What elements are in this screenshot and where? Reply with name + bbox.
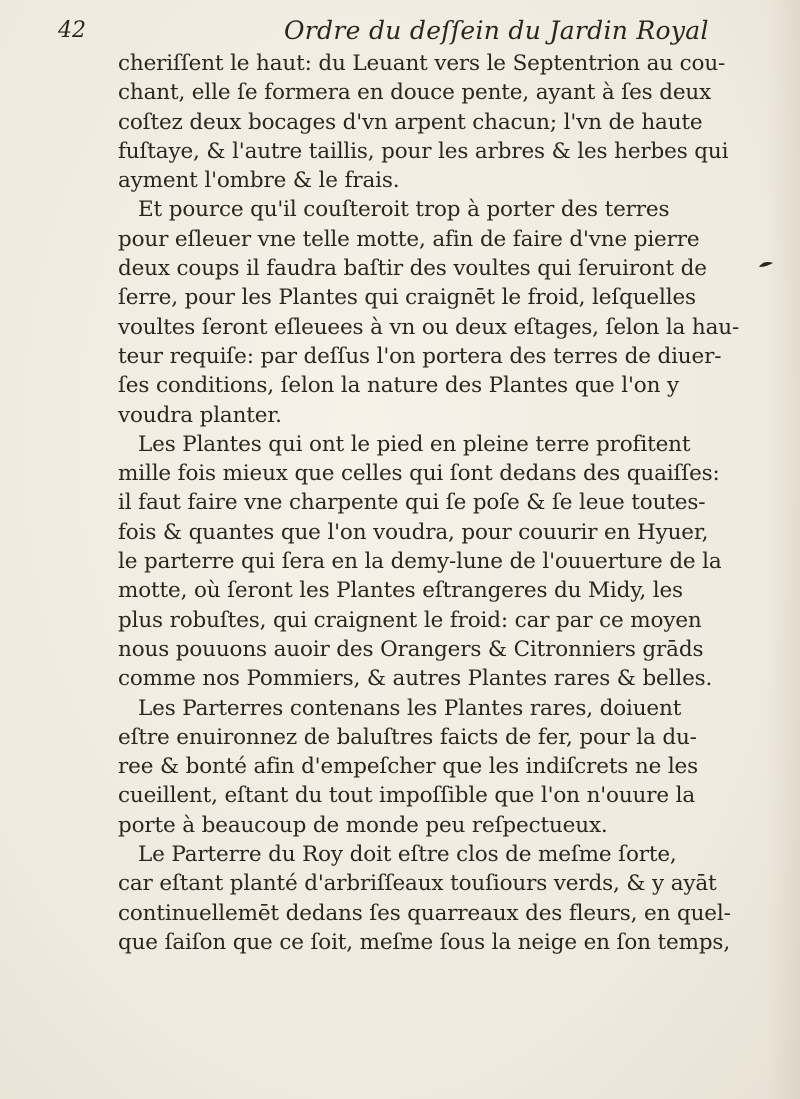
text-line: fuſtaye, & l'autre taillis, pour les arbres & les herbes qui [118,138,729,164]
text-line: car eſtant planté d'arbriſſeaux touſiours verds, & y ayāt [118,871,717,897]
text-line: chant, elle ſe formera en douce pente, ayant à ſes deux [118,80,712,106]
text-line: voudra planter. [118,402,282,428]
text-line: motte, où ſeront les Plantes eſtrangeres du Midy, les [118,578,683,604]
text-line: ree & bonté afin d'empeſcher que les indiſcrets ne les [118,754,699,780]
text-line: ſes conditions, ſelon la nature des Plantes que l'on y [118,373,679,399]
text-line: le parterre qui ſera en la demy-lune de l'ouuerture de la [118,549,722,575]
page-edge-shadow [766,0,800,1099]
body-text [118,49,758,957]
text-line: nous pouuons auoir des Orangers & Citronniers grāds [118,636,704,662]
text-line: cueillent, eſtant du tout impoſſible que l'on n'ouure la [118,783,695,809]
text-line: mille fois mieux que celles qui ſont dedans des quaiſſes: [118,461,720,487]
text-line: teur requiſe: par deſſus l'on portera des terres de diuer- [118,343,722,369]
text-line: fois & quantes que l'on voudra, pour couurir en Hyuer, [118,519,709,545]
text-line: cheriſſent le haut: du Leuant vers le Septentrion au cou- [118,51,726,76]
page-number: 42 [58,18,86,43]
paragraph-start-line: Les Parterres contenans les Plantes rares, doiuent [138,695,682,721]
running-title: Ordre du deſſein du Jardin Royal [284,16,709,45]
text-line: porte à beaucoup de monde peu reſpectueux. [118,812,608,838]
text-line: plus robuſtes, qui craignent le froid: car par ce moyen [118,607,702,633]
text-line: voultes ſeront eſleuees à vn ou deux eſtages, ſelon la hau- [118,314,740,340]
text-line: ſerre, pour les Plantes qui craignēt le froid, leſquelles [118,285,696,311]
text-line: ayment l'ombre & le frais. [118,168,400,194]
text-line: pour eſleuer vne telle motte, afin de faire d'vne pierre [118,226,700,252]
text-line: continuellemēt dedans ſes quarreaux des fleurs, en quel- [118,900,731,926]
text-line: deux coups il faudra baſtir des voultes qui ſeruiront de [118,256,707,282]
text-line: eſtre enuironnez de baluſtres faicts de fer, pour la du- [118,724,697,750]
text-line: il faut faire vne charpente qui ſe poſe & ſe leue toutes- [118,490,706,516]
paragraph-start-line: Les Plantes qui ont le pied en pleine terre profitent [138,431,691,457]
paragraph-start-line: Le Parterre du Roy doit eſtre clos de meſme ſorte, [138,842,677,868]
paragraph-start-line: Et pource qu'il couſteroit trop à porter des terres [138,197,670,223]
text-line: que ſaiſon que ce ſoit, meſme ſous la neige en ſon temps, [118,929,731,955]
text-line: comme nos Pommiers, & autres Plantes rares & belles. [118,666,713,692]
page-header [58,14,718,54]
text-line: coſtez deux bocages d'vn arpent chacun; l'vn de haute [118,109,703,135]
